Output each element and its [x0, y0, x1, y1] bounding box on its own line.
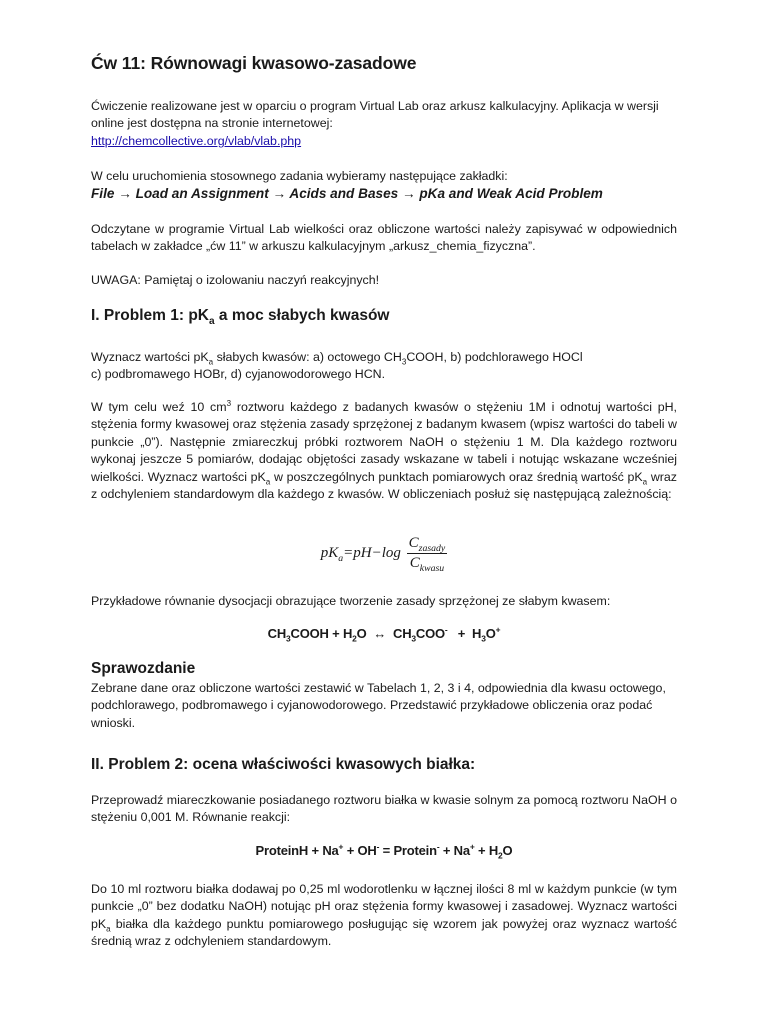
- acetic-acid-equation: $CH_3COOH + H_2O$ ↔ $CH_3COO^- + H_3O^+$: [267, 624, 501, 644]
- document-title: Ćw 11: Równowagi kwasowo-zasadowe: [91, 53, 417, 73]
- report-text: Zebrane dane oraz obliczone wartości zestawić w Tabelach 1, 2, 3 i 4, odpowiednia dla kwasu octowego, podchlorawego, podbromawego i cyjanowodorowego. Przedstawić przykładowe obliczenia oraz podać wnioski.: [91, 681, 666, 730]
- problem2-procedure: Do 10 ml roztworu białka dodawaj po 0,25 ml wodorotlenku w łącznej ilości 8 ml w każdym punkcie (w tym punkcie „0” bez dodatku NaOH) notując pH oraz stężenia formy kwasowej i zasadowej. Wyznacz wartości $pK_a$ białka dla każdego punktu pomiarowego posługując się wzorem jak powyżej oraz wyznacz wartość średnią wraz z odchyleniem standardowym.: [91, 882, 677, 949]
- example-text: Przykładowe równanie dysocjacji obrazujące tworzenie zasady sprzężonej ze słabym kwasem:: [91, 594, 611, 608]
- vlab-link[interactable]: http://chemcollective.org/vlab/vlab.php: [91, 133, 302, 148]
- pka-formula: $pK_a=pH-\log$ $\frac{C_{zasady}}{C_{kwasu}}$: [320, 535, 446, 574]
- warning-text: UWAGA: Pamiętaj o izolowaniu naczyń reakcyjnych!: [91, 273, 380, 287]
- problem2-heading: II. Problem 2: ocena właściwości kwasowych białka:: [91, 756, 476, 773]
- launch-text: W celu uruchomienia stosownego zadania wybieramy następujące zakładki:: [91, 169, 508, 183]
- launch-paragraph: [91, 168, 677, 203]
- report-section: [91, 660, 677, 732]
- record-note: Odczytane w programie Virtual Lab wielkości oraz obliczone wartości należy zapisywać w odpowiednich tabelach w zakładce „ćw 11” w arkuszu kalkulacyjnym „arkusz_chemia_fizyczna”.: [91, 222, 677, 254]
- problem1-procedure: W tym celu weź 10 $cm^3$ roztworu każdego z badanych kwasów o stężeniu 1M i odnotuj wartości pH, stężenia formy kwasowej oraz stężenia zasady sprzężonej z badanym kwasem (wpisz wartości do tabeli w punkcie „0”). Następnie zmiareczkuj próbki roztworem NaOH o stężeniu 1 M. Dla każdego roztworu wykonaj jeszcze 5 pomiarów, dodając objętości zasady wskazane w tabeli i notując wskazane wcześniej wielkości. Wyznacz wartości $pK_a$ w poszczególnych punktach pomiarowych oraz średnią wartość $pK_a$ wraz z odchyleniem standardowym dla każdego z kwasów. W obliczeniach posłuż się następującą zależnością:: [91, 398, 677, 502]
- intro-paragraph: [91, 98, 677, 150]
- problem1-task: Wyznacz wartości $pK_a$ słabych kwasów: a) octowego $CH_3COOH$, b) podchlorawego HOCl c) podbromawego HOBr, d) cyjanowodorowego HCN.: [91, 350, 583, 382]
- concentration-fraction: $\frac{C_{zasady}}{C_{kwasu}}$: [408, 535, 446, 574]
- protein-equation: ProteinH + Na+ + OH- = Protein- + $Na^+ + H_2O$: [255, 841, 513, 861]
- menu-path: File → Load an Assignment → Acids and Bases → pKa and Weak Acid Problem: [91, 186, 603, 202]
- intro-text: Ćwiczenie realizowane jest w oparciu o program Virtual Lab oraz arkusz kalkulacyjny. Aplikacja w wersji online jest dostępna na stronie internetowej:: [91, 99, 659, 131]
- problem2-task: Przeprowadź miareczkowanie posiadanego roztworu białka w kwasie solnym za pomocą roztworu NaOH o stężeniu 0,001 M. Równanie reakcji:: [91, 793, 677, 825]
- report-heading: Sprawozdanie: [91, 660, 196, 677]
- problem1-heading: I. Problem 1: $pK_a$ a moc słabych kwasów: [91, 307, 390, 328]
